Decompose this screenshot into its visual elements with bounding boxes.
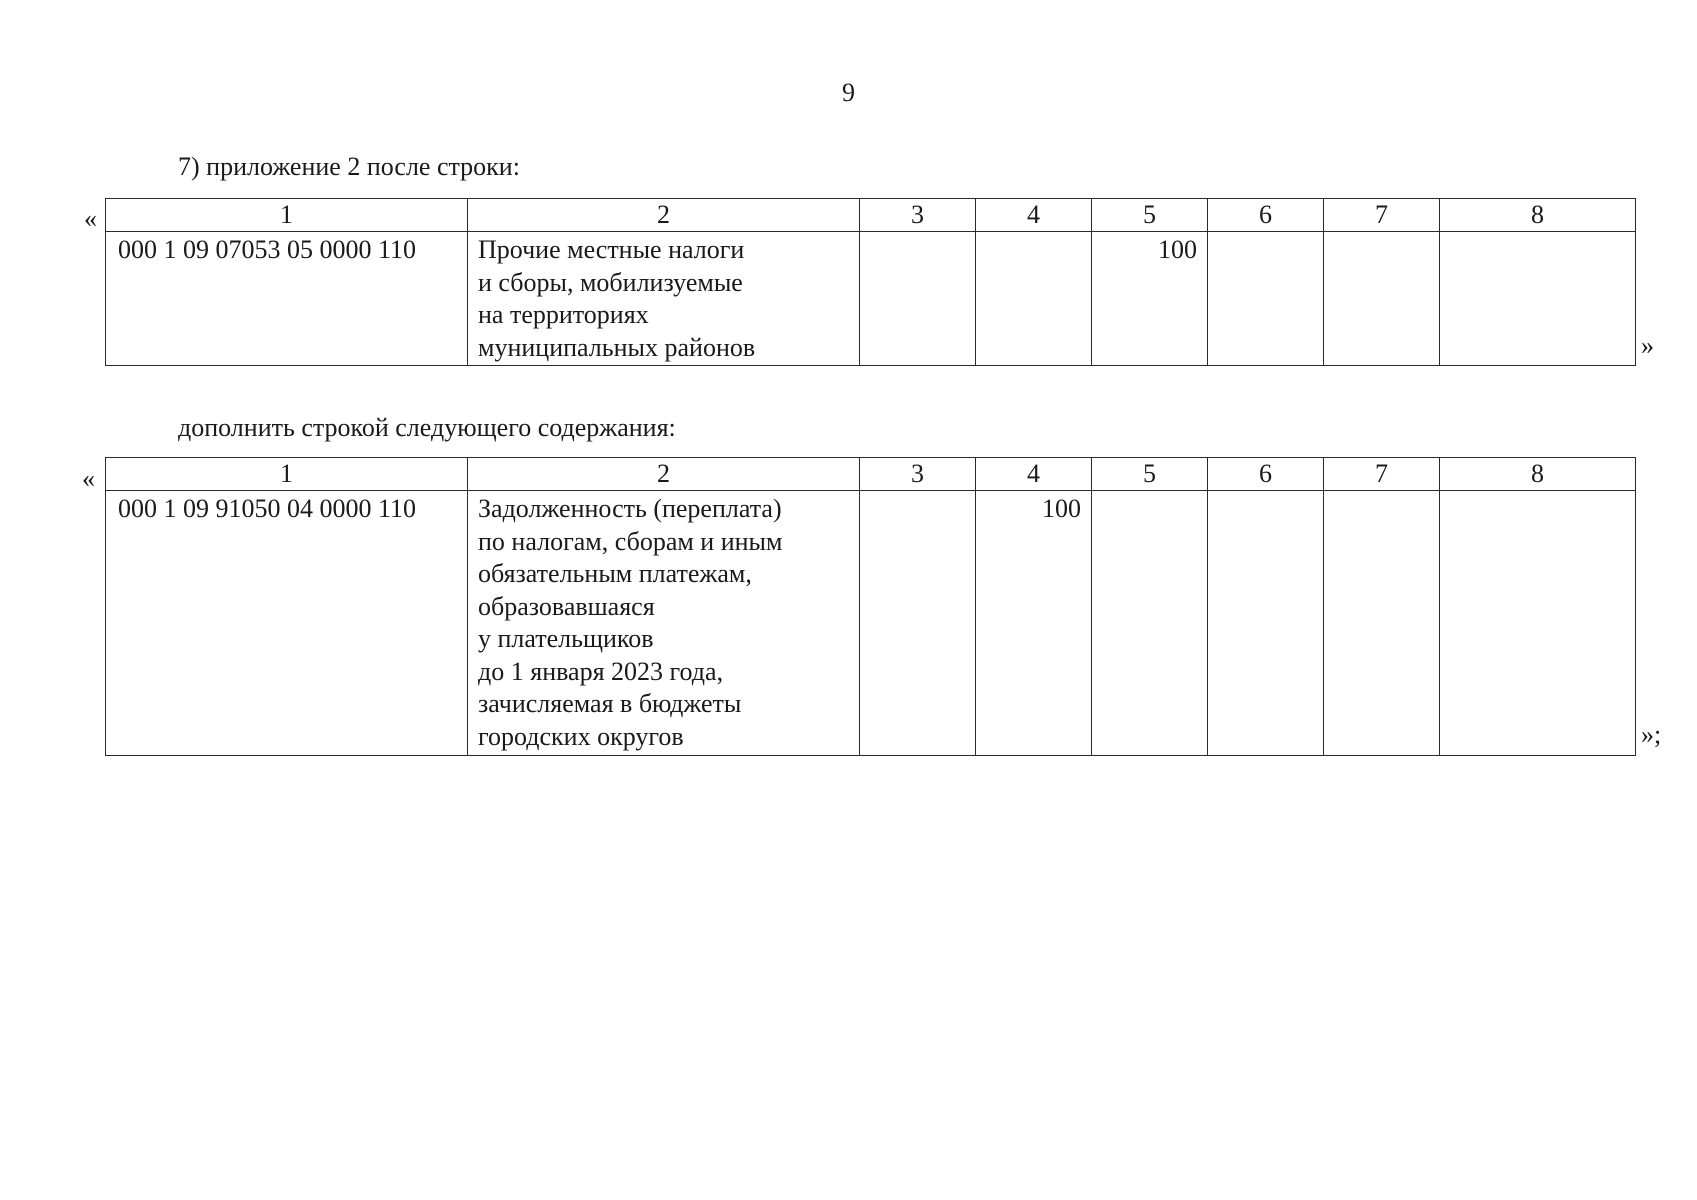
column-header: 7 (1324, 199, 1440, 232)
column-header: 8 (1440, 199, 1636, 232)
page-number: 9 (842, 78, 855, 107)
section-2-open-quote: « (82, 464, 95, 493)
column-header: 2 (468, 458, 860, 491)
section-2-intro: дополнить строкой следующего содержания: (178, 413, 676, 442)
table-header-row (106, 458, 1636, 491)
income-name-line: по налогам, сборам и иным (478, 526, 783, 556)
table-row (106, 491, 1636, 756)
income-name-line: у плательщиков (478, 624, 654, 653)
income-name-line: обязательным платежам, (478, 559, 752, 588)
value-cell-col-8 (1440, 232, 1636, 366)
column-header: 4 (976, 199, 1092, 232)
section-2-table (105, 457, 1636, 756)
section-2-close-quote: »; (1641, 720, 1662, 749)
income-name-line: муниципальных районов (478, 332, 756, 362)
section-1-open-quote: « (84, 204, 97, 233)
value-cell-col-3 (860, 491, 976, 756)
column-header: 1 (106, 199, 468, 232)
income-name-line: до 1 января 2023 года, (478, 656, 724, 686)
value-cell-col-7 (1324, 232, 1440, 366)
budget-code-cell: 000 1 09 07053 05 0000 110 (106, 232, 468, 366)
value-cell-col-6 (1208, 491, 1324, 756)
column-header: 5 (1092, 458, 1208, 491)
column-header: 7 (1324, 458, 1440, 491)
column-header: 4 (976, 458, 1092, 491)
income-name-line: и сборы, мобилизуемые (478, 267, 743, 297)
income-name-cell (468, 232, 860, 366)
income-name-line: Прочие местные налоги (478, 235, 745, 264)
value-cell-col-4: 100 (976, 491, 1092, 756)
column-header: 2 (468, 199, 860, 232)
column-header: 6 (1208, 458, 1324, 491)
value-cell-col-6 (1208, 232, 1324, 366)
income-name-cell (468, 491, 860, 756)
income-name-line: зачисляемая в бюджеты (478, 689, 742, 718)
budget-code-cell: 000 1 09 91050 04 0000 110 (106, 491, 468, 756)
column-header: 3 (860, 199, 976, 232)
section-1-table (105, 198, 1636, 366)
income-name-line: Задолженность (переплата) (478, 494, 782, 523)
income-name-line: городских округов (478, 721, 684, 751)
income-name-line: на территориях (478, 300, 649, 329)
value-cell-col-5 (1092, 491, 1208, 756)
value-cell-col-4 (976, 232, 1092, 366)
section-1-intro: 7) приложение 2 после строки: (178, 152, 520, 181)
value-cell-col-3 (860, 232, 976, 366)
column-header: 5 (1092, 199, 1208, 232)
table-row (106, 232, 1636, 366)
column-header: 3 (860, 458, 976, 491)
column-header: 1 (106, 458, 468, 491)
value-cell-col-7 (1324, 491, 1440, 756)
table-header-row (106, 199, 1636, 232)
column-header: 8 (1440, 458, 1636, 491)
section-1-close-quote: » (1641, 331, 1654, 360)
value-cell-col-8 (1440, 491, 1636, 756)
income-name-line: образовавшаяся (478, 591, 655, 621)
column-header: 6 (1208, 199, 1324, 232)
value-cell-col-5: 100 (1092, 232, 1208, 366)
